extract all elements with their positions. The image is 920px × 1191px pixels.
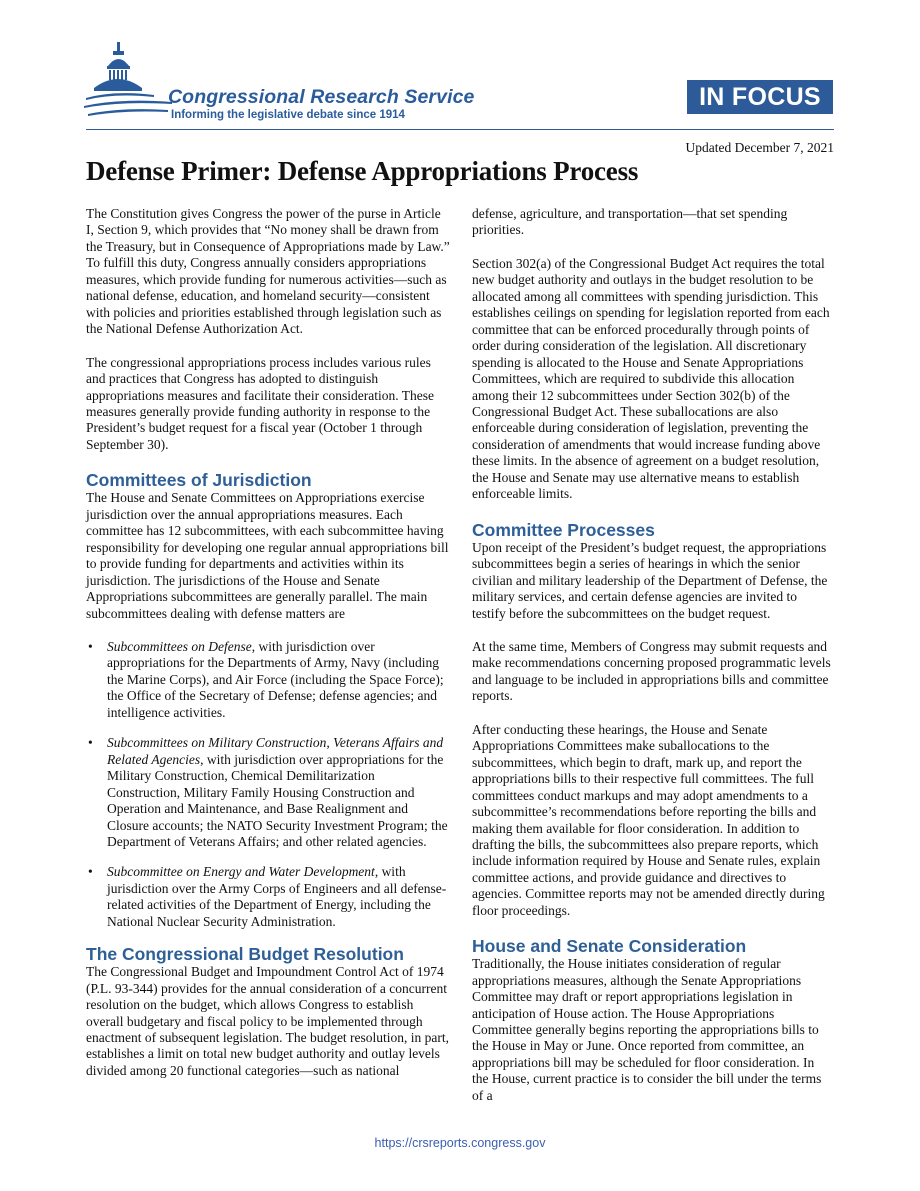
- bullet-icon: •: [88, 735, 93, 751]
- list-item: [86, 864, 450, 930]
- continued-paragraph: defense, agriculture, and transportation—that set spending priorities.: [472, 206, 788, 238]
- right-column: [472, 206, 834, 1121]
- org-tagline: Informing the legislative debate since 1914: [171, 109, 405, 121]
- capitol-dome-icon: [84, 40, 174, 120]
- member-requests-paragraph: At the same time, Members of Congress may submit requests and make recommendations concerning proposed programmatic levels and language to be included in appropriations bills and committee reports.: [472, 638, 831, 704]
- budget-resolution-paragraph: The Congressional Budget and Impoundment Control Act of 1974 (P.L. 93-344) provides for the annual consideration of a concurrent resolution on the budget, which allows Congress to establish overall budgetary and fiscal policy to be implemented through enactment of subsequent legislation. The budget resolution, in part, establishes a limit on total new budget authority and outlay levels divided among 20 functional categories—such as national: [86, 964, 450, 1078]
- committees-paragraph: The House and Senate Committees on Appropriations exercise jurisdiction over the annual appropriations measures. Each committee has 12 subcommittees, with each subcommittee having responsibility for developing one regular annual appropriations bill to provide funding for departments and activities within its jurisdiction. The jurisdictions of the House and Senate Appropriations subcommittees are generally parallel. The main subcommittees dealing with defense matters are: [86, 490, 449, 621]
- list-item: [86, 639, 450, 721]
- floor-consideration-paragraph: Traditionally, the House initiates consideration of regular appropriations measures, although the Senate Appropriations Committee may draft or report appropriations legislation in anticipation of House action. The House Appropriations Committee generally begins reporting the appropriations bills to the House in May or June. Once reported from committee, an appropriations bill may be scheduled for floor consideration. In the House, current practice is to consider the bill under the terms of a: [472, 956, 822, 1103]
- subcommittee-name: Subcommittee on Energy and Water Development: [107, 864, 375, 880]
- bullet-icon: •: [88, 638, 93, 654]
- subcommittee-description: , with jurisdiction over appropriations for the Departments of Army, Navy (including the Marine Corps), and Air Force (including the Space Force); the Office of the Secretary of Defense; defense agencies; and intelligence activities.: [107, 638, 444, 720]
- subcommittee-description: , with jurisdiction over appropriations for the Military Construction, Chemical Demilitarization Construction, Military Family Housing Construction and Operation and Maintenance, and Base Realignment and Closure accounts; the NATO Security Investment Program; the Department of Veterans Affairs; and other related agencies.: [107, 751, 448, 849]
- section-heading-committees: Committees of Jurisdiction: [86, 470, 312, 491]
- subcommittee-list: [86, 639, 450, 930]
- report-header: [0, 0, 920, 155]
- in-focus-badge: IN FOCUS: [687, 80, 833, 114]
- updated-date: Updated December 7, 2021: [685, 140, 834, 155]
- subcommittee-name: Subcommittees on Defense: [107, 638, 252, 654]
- bullet-icon: •: [88, 864, 93, 880]
- section-302-paragraph: Section 302(a) of the Congressional Budget Act requires the total new budget authority and outlays in the budget resolution to be allocated among all committees with spending jurisdiction. This establishes ceilings on spending for legislation reported from each committee that can be enforced procedurally through points of order during consideration of the legislation. All discretionary spending is allocated to the House and Senate Appropriations Committees, which are required to subdivide this allocation among their 12 subcommittees under Section 302(b) of the Congressional Budget Act. These suballocations are also enforceable during consideration of legislation, preventing the consideration of amendments that would increase funding above these limits. In the absence of agreement on a budget resolution, the House and Senate may use alternative means to establish enforceable limits.: [472, 255, 830, 502]
- left-column: [86, 206, 450, 1096]
- subcommittee-description: , with jurisdiction over the Army Corps of Engineers and all defense-related activities of the Department of Energy, including the National Nuclear Security Administration.: [107, 864, 447, 929]
- org-name: Congressional Research Service: [168, 86, 475, 108]
- section-heading-budget-resolution: The Congressional Budget Resolution: [86, 944, 404, 965]
- section-heading-committee-processes: Committee Processes: [472, 519, 655, 540]
- list-item: [86, 735, 450, 850]
- section-heading-floor-consideration: House and Senate Consideration: [472, 936, 747, 957]
- markup-paragraph: After conducting these hearings, the House and Senate Appropriations Committees make suballocations to the subcommittees, which begin to draft, mark up, and report the appropriations bills to their respective full committees. The full committees conduct markups and may adopt amendments to a subcommittee’s recommendations before reporting the bills and making them available for floor consideration. In addition to drafting the bills, the subcommittees also prepare reports, which include information required by House and Senate rules, explain committee actions, and provide guidance and directives to agencies. Committee reports may not be amended directly during floor proceedings.: [472, 721, 825, 918]
- page-title: Defense Primer: Defense Appropriations Process: [86, 156, 639, 186]
- subcommittee-name: Subcommittees on Military Construction, Veterans Affairs and Related Agencies: [107, 735, 444, 767]
- intro-paragraph: The Constitution gives Congress the power of the purse in Article I, Section 9, which provides that “No money shall be drawn from the Treasury, but in Consequence of Appropriations made by Law.” To fulfill this duty, Congress annually considers appropriations measures, which provide funding for numerous activities—such as national defense, education, and homeland security—consistent with policies and priorities established through legislation such as the National Defense Authorization Act.: [86, 206, 450, 337]
- footer-link[interactable]: https://crsreports.congress.gov: [374, 1136, 546, 1150]
- header-divider: [86, 129, 834, 130]
- hearings-paragraph: Upon receipt of the President’s budget request, the appropriations subcommittees begin a series of hearings in which the senior civilian and military leadership of the Department of Defense, the military services, and certain defense agencies are invited to testify before the subcommittees on the budget request.: [472, 539, 828, 621]
- process-paragraph: The congressional appropriations process includes various rules and practices that Congress has adopted to distinguish appropriations measures and facilitate their consideration. These measures generally provide funding authority in response to the President’s budget request for a fiscal year (October 1 through September 30).: [86, 354, 435, 452]
